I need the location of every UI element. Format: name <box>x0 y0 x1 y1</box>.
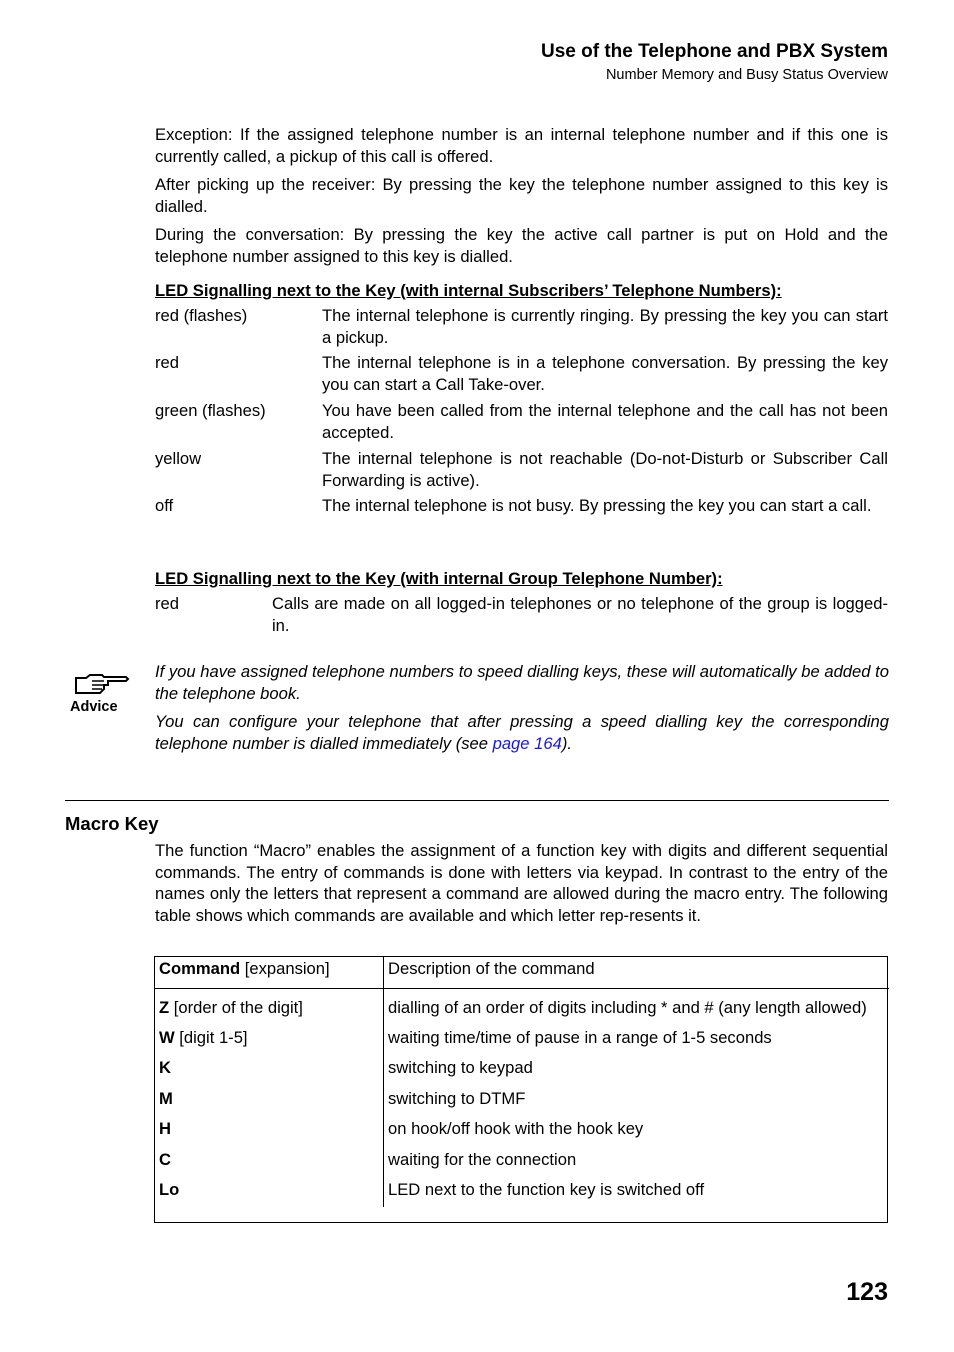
paragraph-after-pickup: After picking up the receiver: By pressing the key the telephone number assigned to this key is dialled. <box>155 175 888 216</box>
advice-marker <box>70 668 130 715</box>
page-header-subtitle: Number Memory and Busy Status Overview <box>605 67 888 83</box>
command-cell: C <box>155 1140 384 1171</box>
table-row <box>155 1019 889 1049</box>
led-term: off <box>155 496 174 515</box>
table-header-row <box>155 957 889 989</box>
paragraph-exception: Exception: If the assigned telephone number is an internal telephone number and if this one is currently called, a pickup of this call is offered. <box>155 125 888 166</box>
led-description: You have been called from the internal telephone and the call has not been accepted. <box>322 401 888 442</box>
command-cell: Z [order of the digit] <box>155 989 384 1019</box>
led-term: red (flashes) <box>155 306 248 325</box>
command-cell: K <box>155 1048 384 1079</box>
led-description: The internal telephone is not busy. By pressing the key you can start a call. <box>322 496 872 515</box>
led-term: yellow <box>155 449 202 468</box>
macro-key-title: Macro Key <box>65 813 159 834</box>
led-description: The internal telephone is in a telephone conversation. By pressing the key you can start a Call Take-over. <box>322 353 888 394</box>
advice-text-2-after: ). <box>561 734 572 753</box>
led-term: red <box>155 594 179 613</box>
description-cell: switching to keypad <box>388 1058 533 1077</box>
description-cell: waiting time/time of pause in a range of 1-5 seconds <box>388 1027 772 1047</box>
command-cell: H <box>155 1109 384 1140</box>
led-subscribers-heading: LED Signalling next to the Key (with internal Subscribers’ Telephone Numbers): <box>155 281 782 300</box>
table-header-command: Command [expansion] <box>155 957 384 989</box>
table-row <box>155 1109 889 1140</box>
table-header-description: Description of the command <box>384 957 890 989</box>
section-divider <box>65 800 889 801</box>
paragraph-during-conversation: During the conversation: By pressing the key the active call partner is put on Hold and the telephone number assigned to this key is dialled. <box>155 225 888 266</box>
advice-text-2 <box>155 711 889 755</box>
led-term: red <box>155 353 179 372</box>
led-description: The internal telephone is currently ringing. By pressing the key you can start a pickup. <box>322 306 888 347</box>
macro-paragraph: The function “Macro” enables the assignment of a function key with digits and different sequential commands. The entry of commands is done with letters via keypad. In contrast to the entry of the names only the letters that represent a command are allowed during the macro entry. The following table shows which commands are available and which letter rep-resents it. <box>155 841 888 925</box>
command-cell: M <box>155 1079 384 1110</box>
table-row <box>155 1048 889 1079</box>
description-cell: on hook/off hook with the hook key <box>388 1119 644 1138</box>
led-description: The internal telephone is not reachable (Do-not-Disturb or Subscriber Call Forwarding is active). <box>322 449 888 490</box>
led-group-heading: LED Signalling next to the Key (with internal Group Telephone Number): <box>155 569 723 588</box>
page-number: 123 <box>846 1278 888 1306</box>
table-row <box>155 1140 889 1171</box>
description-cell: LED next to the function key is switched off <box>388 1180 705 1199</box>
description-cell: switching to DTMF <box>388 1088 526 1108</box>
advice-text-2-before: You can configure your telephone that after pressing a speed dialling key the corresponding telephone number is dialled immediately (see <box>155 712 889 753</box>
description-cell: waiting for the connection <box>388 1149 577 1169</box>
led-term: green (flashes) <box>155 401 266 420</box>
command-cell: W [digit 1-5] <box>155 1019 384 1049</box>
advice-label: Advice <box>70 699 118 715</box>
page-164-link[interactable]: page 164 <box>492 734 562 753</box>
page-header-title: Use of the Telephone and PBX System <box>540 41 888 62</box>
description-cell: dialling of an order of digits including * and # (any length allowed) <box>388 998 867 1017</box>
advice-text-1: If you have assigned telephone numbers to speed dialling keys, these will automatically be added to the telephone book. <box>155 662 889 703</box>
command-cell: Lo <box>155 1170 384 1207</box>
pointing-hand-icon <box>70 668 130 696</box>
table-row <box>155 1170 889 1207</box>
table-row <box>155 989 889 1019</box>
table-row <box>155 1079 889 1110</box>
led-description: Calls are made on all logged-in telephones or no telephone of the group is logged-in. <box>272 594 888 635</box>
macro-command-table <box>155 957 889 1207</box>
